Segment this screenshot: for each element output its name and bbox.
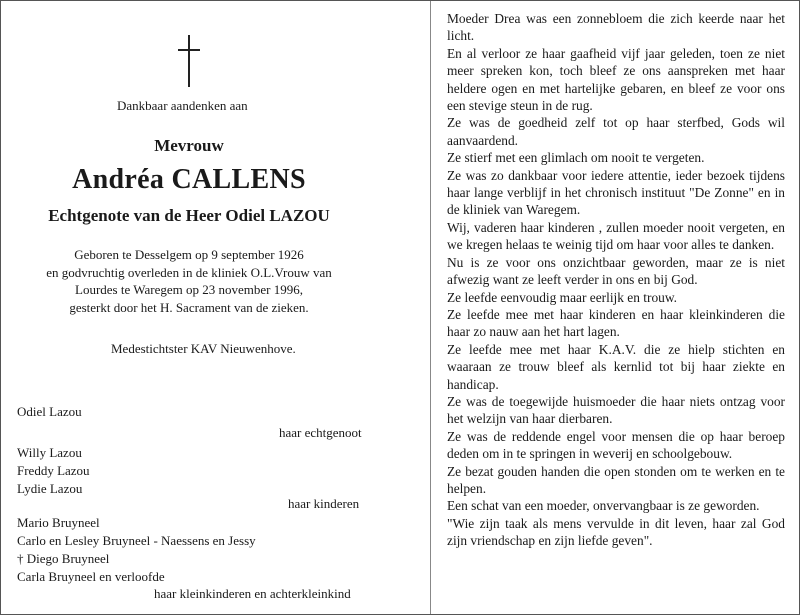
husband-name: Odiel Lazou [17,404,82,419]
cross-icon [178,35,200,87]
tribute-paragraph: Een schat van een moeder, onvervangbaar is ze geworden. [447,498,760,514]
children-role: haar kinderen [288,496,360,511]
tribute-paragraph: "Wie zijn taak als mens vervulde in dit leven, haar zal God zijn vriendschap en zijn liefde geven". [447,515,785,549]
husband-role: haar echtgenoot [279,425,362,440]
tribute-paragraph: Ze leefde mee met haar kinderen en haar kleinkinderen die haar zo nauw aan het hart lagen. [447,306,785,340]
tribute-paragraph: En al verloor ze haar gaafheid vijf jaar geleden, toen ze niet meer spreken kon, toch bleef ze ons aanspreken met haar heldere ogen en met hartelijke gebaren, en bleef ze voor ons een stevige steun in de rug. [447,45,785,114]
tribute-paragraph: Nu is ze voor ons onzichtbaar geworden, maar ze is niet afwezig want ze leeft verder in ons en bij God. [447,254,785,288]
birth-line: en godvruchtig overleden in de kliniek O.L.Vrouw van [46,264,332,280]
cofounder-line: Medestichtster KAV Nieuwenhove. [111,341,296,356]
grandchild-name: Carla Bruyneel en verloofde [17,569,165,584]
tribute-paragraph: Ze was de toegewijde huismoeder die haar niets ontzag voor het welzijn van haar dierbaren. [447,393,785,427]
tribute-paragraph: Ze was zo dankbaar voor iedere attentie, ieder bezoek tijdens haar lange verblijf in het chronisch instituut "De Zonne" en in de kliniek van Waregem. [447,167,785,218]
child-name: Freddy Lazou [17,463,90,478]
tribute-paragraph: Ze leefde eenvoudig maar eerlijk en trouw. [447,289,678,305]
tribute-text [447,10,785,550]
grandchild-name: Carlo en Lesley Bruyneel - Naessens en Jessy [17,533,256,548]
child-name: Lydie Lazou [17,481,83,496]
birth-line: Geboren te Desselgem op 9 september 1926 [74,247,304,262]
tribute-paragraph: Ze was de reddende engel voor mensen die op haar beroep deden om in te springen in weverij en schoolgebouw. [447,428,785,462]
birth-death-info [1,246,377,316]
tribute-paragraph: Ze leefde mee met haar K.A.V. die ze hielp stichten en waaraan ze trouw bleef als kernlid tot bij haar ziekte en handicap. [447,341,785,392]
tribute-paragraph: Wij, vaderen haar kinderen , zullen moeder nooit vergeten, en we kregen helaas te weinig tijd om haar voor alles te danken. [447,219,785,253]
grandchild-name: † Diego Bruyneel [17,551,110,566]
title-mevrouw: Mevrouw [154,136,224,155]
birth-line: Lourdes te Waregem op 23 november 1996, [75,282,303,297]
grandchildren-role: haar kleinkinderen en achterkleinkind [154,586,351,601]
grandchildren-list [17,514,256,586]
gratitude-line: Dankbaar aandenken aan [117,98,248,113]
spouse-line: Echtgenote van de Heer Odiel LAZOU [48,206,330,225]
deceased-name: Andréa CALLENS [72,164,306,195]
tribute-paragraph: Ze stierf met een glimlach om nooit te vergeten. [447,150,705,166]
grandchild-name: Mario Bruyneel [17,515,100,530]
left-panel [1,1,430,614]
children-list [17,444,90,498]
birth-line: gesterkt door het H. Sacrament van de zieken. [69,299,309,315]
child-name: Willy Lazou [17,445,82,460]
tribute-paragraph: Ze bezat gouden handen die open stonden om te werken en te helpen. [447,463,785,496]
tribute-paragraph: Moeder Drea was een zonnebloem die zich keerde naar het licht. [447,11,785,44]
card-fold-divider [430,1,431,614]
tribute-paragraph: Ze was de goedheid zelf tot op haar sterfbed, Gods wil aanvaardend. [447,115,785,148]
